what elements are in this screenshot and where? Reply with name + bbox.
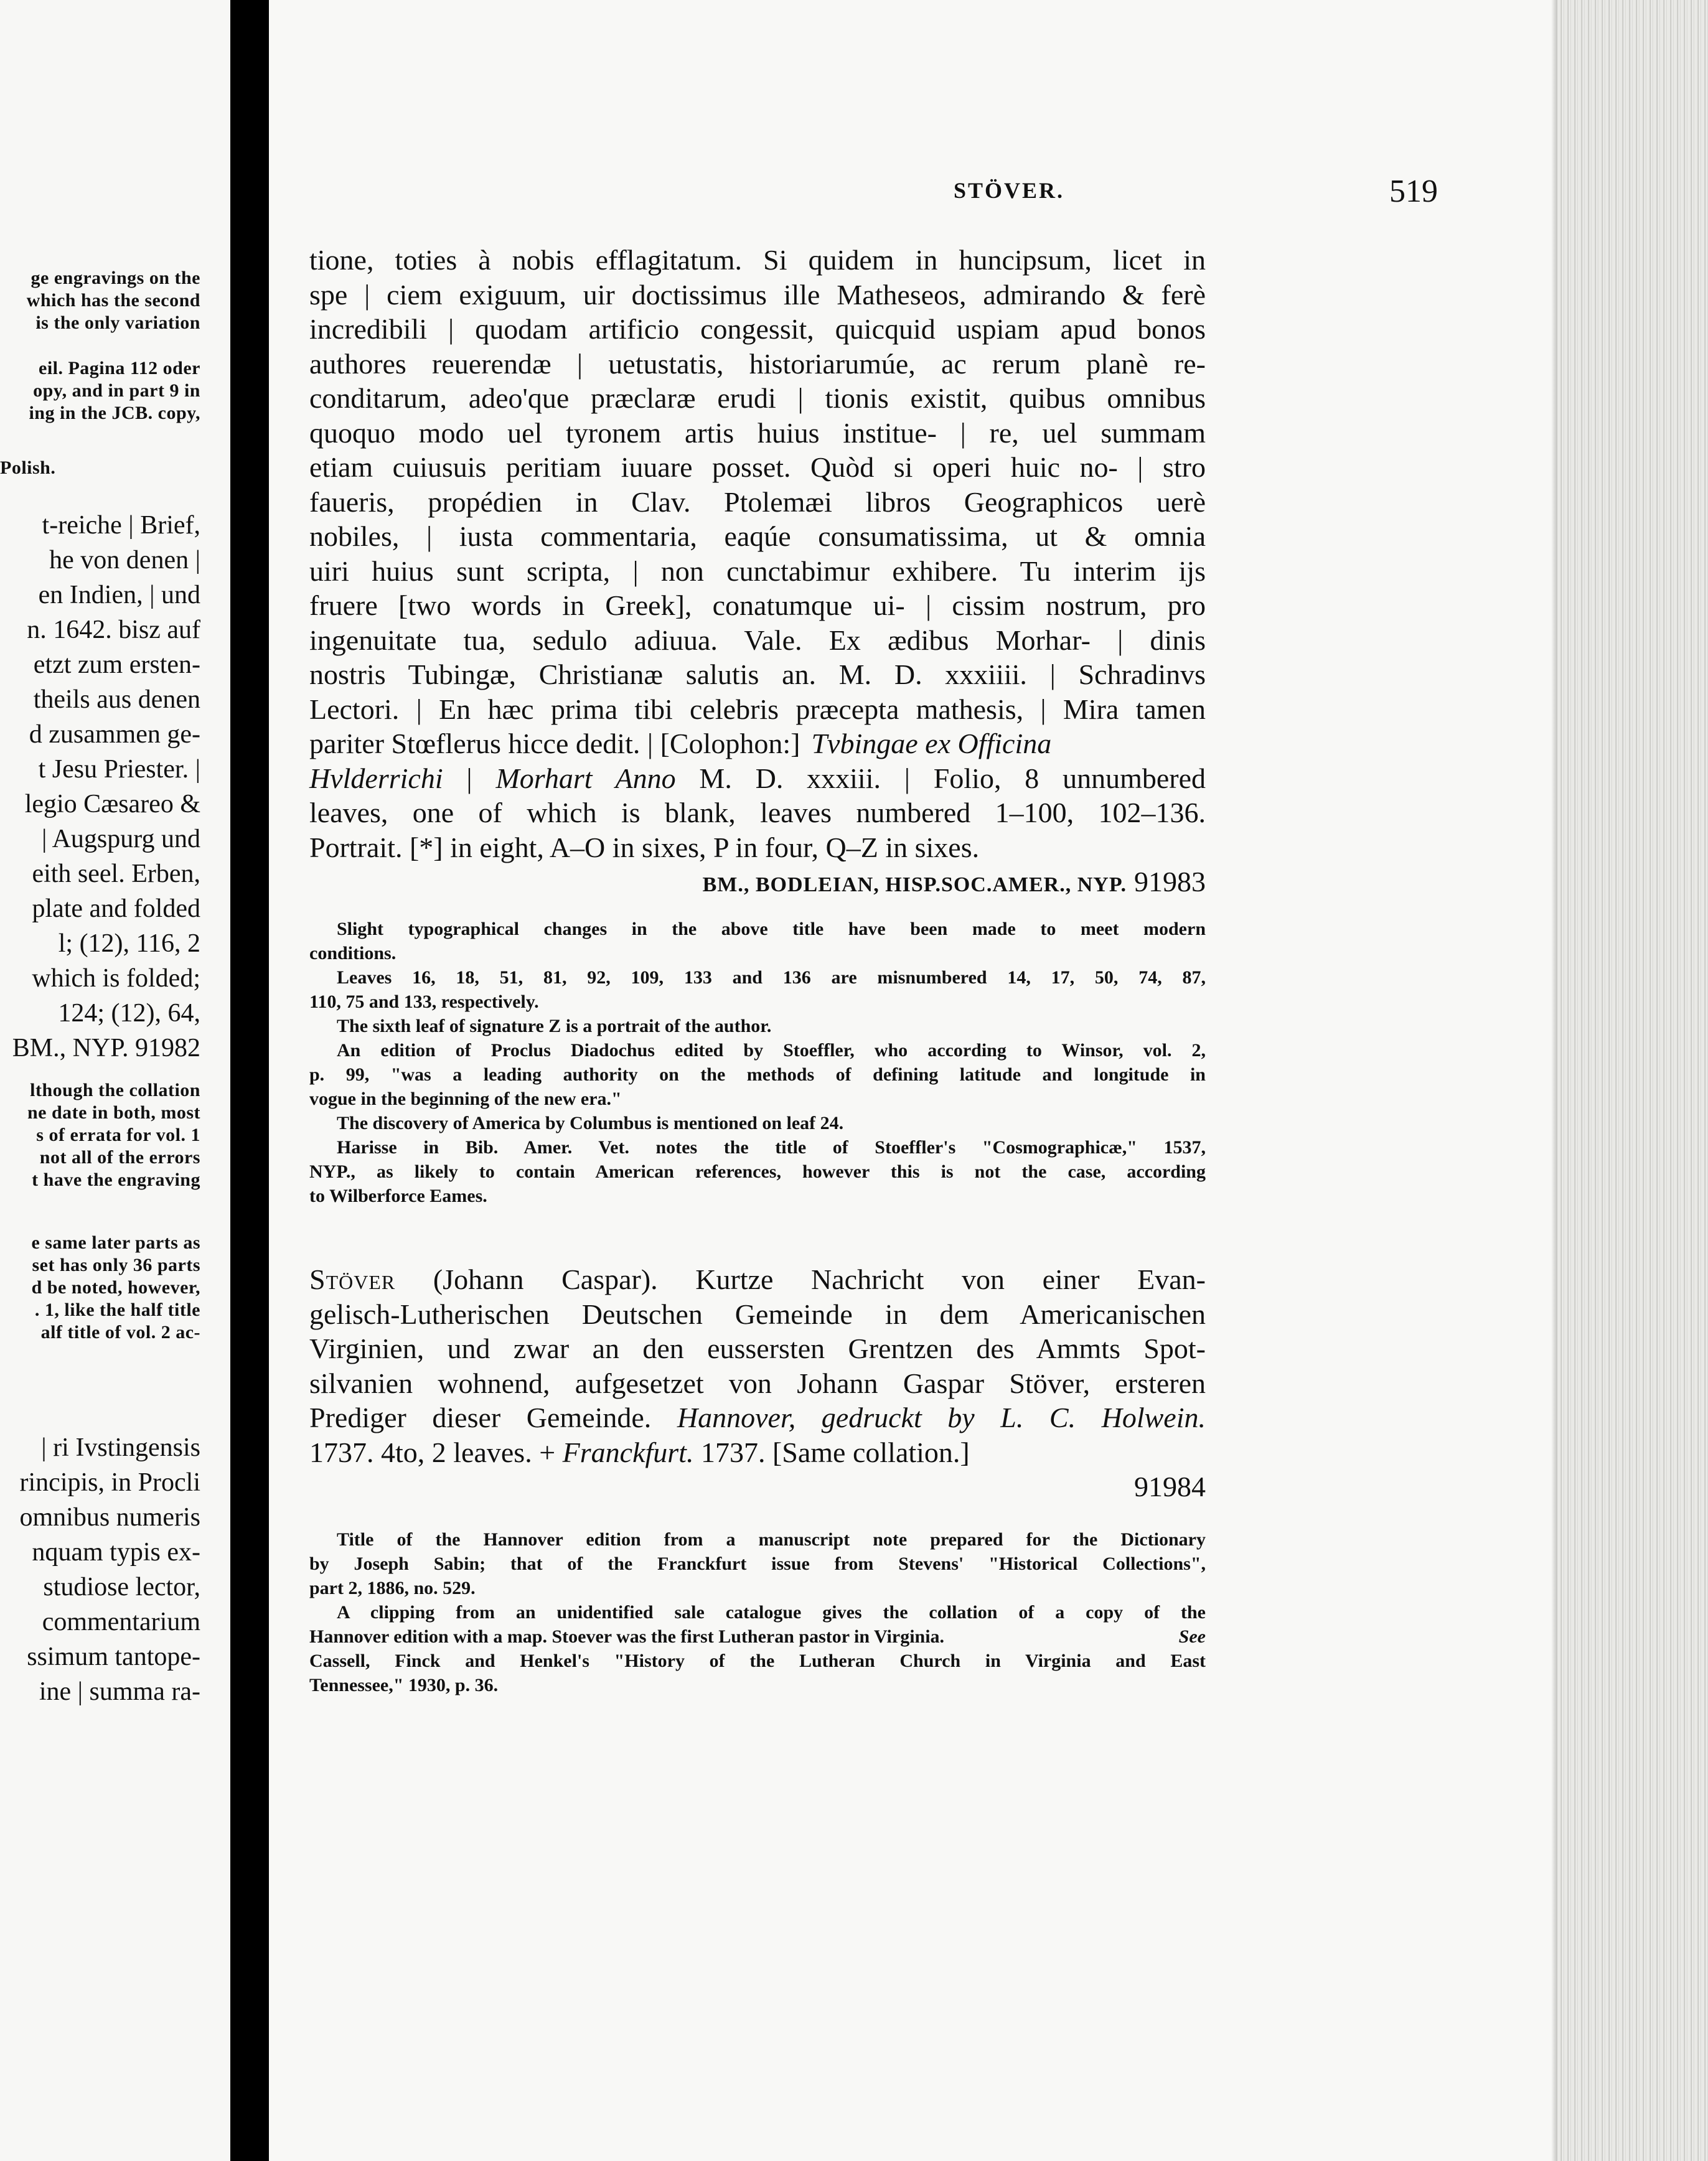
note-line: Title of the Hannover edition from a manuscript note prepared for the Dictionary — [337, 1529, 1206, 1550]
entry-body-line: spe | ciem exiguum, uir doctissimus ille Matheseos, admirando & ferè — [309, 278, 1206, 311]
separator: | — [443, 762, 496, 794]
book-page-edges — [1557, 0, 1708, 2161]
entry-91984-notes — [309, 1527, 1206, 1697]
entry-title-line: gelisch-Lutherischen Deutschen Gemeinde in dem Americanischen — [309, 1298, 1206, 1330]
note-line: Slight typographical changes in the above title have been made to meet modern — [337, 919, 1206, 939]
colophon-line — [309, 761, 1206, 796]
facing-page-line: not all of the errors — [39, 1147, 200, 1168]
note-line: The discovery of America by Columbus is mentioned on leaf 24. — [337, 1113, 844, 1133]
facing-page-line: plate and folded — [32, 894, 200, 923]
note-line: Harisse in Bib. Amer. Vet. notes the title of Stoeffler's "Cosmographicæ," 1537, — [337, 1137, 1206, 1158]
entry-body-line: authores reuerendæ | uetustatis, historiarumúe, ac rerum planè re- — [309, 347, 1206, 380]
note-line: 110, 75 and 133, respectively. — [309, 991, 539, 1012]
facing-page-line: theils aus denen — [33, 685, 200, 714]
collation-text: Portrait. [*] in eight, A–O in sixes, P in four, Q–Z in sixes. — [309, 831, 980, 863]
entry-body-line: incredibili | quodam artificio congessit, quicquid uspiam apud bonos — [309, 313, 1206, 345]
facing-page-line: t have the engraving — [32, 1170, 200, 1190]
facing-page-line: Polish. — [0, 457, 56, 478]
entry-locations-line — [309, 865, 1206, 902]
facing-page-line: rincipis, in Procli — [19, 1468, 200, 1497]
note-line: The sixth leaf of signature Z is a portrait of the author. — [337, 1016, 772, 1036]
entry-body-line: quoquo modo uel tyronem artis huius institue- | re, uel summam — [309, 416, 1206, 449]
facing-page-line: he von denen | — [49, 546, 200, 574]
entry-body-line: Lectori. | En hæc prima tibi celebris præcepta mathesis, | Mira tamen — [309, 693, 1206, 725]
facing-page-line: ine | summa ra- — [39, 1677, 200, 1706]
facing-page-line: is the only variation — [35, 312, 200, 333]
collation-text: M. D. xxxiii. | Folio, 8 unnumbered — [675, 762, 1206, 794]
collation-note: 1737. [Same collation.] — [693, 1436, 970, 1468]
facing-page-line: omnibus numeris — [19, 1503, 200, 1532]
facing-page-line: etzt zum ersten- — [33, 650, 200, 679]
facing-page-line: eith seel. Erben, — [32, 860, 200, 888]
facing-page-line: ne date in both, most — [27, 1102, 200, 1123]
entry-number: 91984 — [1134, 1471, 1206, 1502]
note-paragraph — [309, 1527, 1206, 1600]
facing-page-line: ge engravings on the — [30, 268, 200, 288]
facing-page-line: e same later parts as — [31, 1232, 200, 1253]
facing-page-line: en Indien, | und — [38, 581, 200, 609]
facing-page-line: opy, and in part 9 in — [33, 380, 200, 401]
note-line: by Joseph Sabin; that of the Franckfurt issue from Stevens' "Historical Collections", — [309, 1554, 1206, 1574]
facing-page-line: which is folded; — [32, 964, 200, 993]
colophon-date: Morhart Anno — [495, 762, 676, 794]
facing-page-line: t-reiche | Brief, — [42, 511, 200, 540]
book-page — [269, 0, 1557, 2161]
colophon-printer: Hvlderrichi — [309, 762, 443, 794]
entry-body-line: nostris Tubingæ, Christianæ salutis an. M. D. xxxiiii. | Schradinvs — [309, 659, 1206, 690]
facing-page-line: l; (12), 116, 2 — [58, 929, 200, 958]
entry-body-line: uiri huius sunt scripta, | non cunctabimur exhibere. Tu interim ijs — [309, 555, 1206, 587]
note-line: A clipping from an unidentified sale catalogue gives the collation of a copy of the — [337, 1602, 1206, 1623]
facing-page-line: nquam typis ex- — [32, 1538, 200, 1567]
facing-page-line: ssimum tantope- — [27, 1643, 200, 1671]
facing-page-line: set has only 36 parts — [32, 1255, 200, 1275]
collation-text: leaves, one of which is blank, leaves numbered 1–100, 102–136. — [309, 797, 1206, 828]
note-line: An edition of Proclus Diadochus edited by Stoeffler, who according to Winsor, vol. 2, — [337, 1040, 1206, 1061]
entry-locations: BM., BODLEIAN, HISP.SOC.AMER., NYP. — [702, 873, 1127, 896]
entry-body-line: etiam cuiusuis peritiam iuuare posset. Quòd si operi huic no- | stro — [309, 451, 1206, 483]
note-paragraph — [309, 1600, 1206, 1697]
entry-title-line: (Johann Caspar). Kurtze Nachricht von einer Evan- — [395, 1263, 1206, 1295]
note-line: to Wilberforce Eames. — [309, 1186, 487, 1206]
imprint-hannover: Hannover, gedruckt by L. C. Holwein. — [677, 1402, 1206, 1433]
note-line: Cassell, Finck and Henkel's "History of the Lutheran Church in Virginia and East — [309, 1651, 1206, 1671]
facing-page-left — [0, 0, 230, 2161]
facing-page-line: | Augspurg und — [42, 825, 200, 853]
facing-page-line: ing in the JCB. copy, — [29, 403, 200, 423]
note-line: part 2, 1886, no. 529. — [309, 1578, 476, 1598]
entry-91983-notes — [309, 917, 1206, 1208]
facing-page-line: studiose lector, — [43, 1573, 200, 1601]
facing-page-line: lthough the collation — [30, 1080, 200, 1100]
note-paragraph — [309, 1038, 1206, 1111]
note-paragraph — [309, 917, 1206, 965]
colophon-imprint: Tvbingae ex Officina — [811, 728, 1052, 759]
facing-page-line: BM., NYP. 91982 — [12, 1034, 200, 1062]
facing-page-line: d zusammen ge- — [29, 720, 200, 749]
entry-91984 — [309, 1262, 1206, 1504]
note-paragraph — [309, 965, 1206, 1014]
note-line: conditions. — [309, 943, 396, 963]
note-line: p. 99, "was a leading authority on the methods of defining latitude and longitude in — [309, 1064, 1206, 1085]
entry-body-line: nobiles, | iusta commentaria, eaqúe consumatissima, ut & omnia — [309, 520, 1206, 552]
facing-page-line: n. 1642. bisz auf — [27, 616, 200, 644]
facing-page-line: s of errata for vol. 1 — [36, 1125, 200, 1145]
entry-body-line: fruere [two words in Greek], conatumque ui- | cissim nostrum, pro — [309, 589, 1206, 621]
facing-page-line: alf title of vol. 2 ac- — [40, 1322, 200, 1343]
entry-body-line: pariter Stœflerus hicce dedit. | [Colophon:] — [309, 728, 800, 759]
entry-body-line: conditarum, adeo'que præclaræ erudi | tionis existit, quibus omnibus — [309, 382, 1206, 414]
entry-title-line: Virginien, und zwar an den eussersten Grentzen des Ammts Spot- — [309, 1333, 1206, 1364]
note-line: Hannover edition with a map. Stoever was the first Lutheran pastor in Virginia. — [309, 1626, 945, 1647]
page-number: 519 — [1389, 174, 1438, 209]
entry-body-line: tione, toties à nobis efflagitatum. Si quidem in huncipsum, licet in — [309, 244, 1206, 276]
note-line: vogue in the beginning of the new era." — [309, 1089, 622, 1109]
entry-author-name: Stöver — [309, 1263, 396, 1295]
note-line: Tennessee," 1930, p. 36. — [309, 1675, 499, 1695]
note-paragraph — [309, 1111, 1206, 1135]
facing-page-line: t Jesu Priester. | — [38, 755, 200, 784]
imprint-franckfurt: Franckfurt. — [562, 1436, 694, 1468]
entry-body-line: ingenuitate tua, sedulo adiuua. Vale. Ex ædibus Morhar- | dinis — [309, 624, 1206, 656]
facing-page-line: which has the second — [26, 290, 200, 311]
facing-page-line: 124; (12), 64, — [58, 999, 200, 1028]
facing-page-line: | ri Ivstingensis — [41, 1433, 200, 1462]
facing-page-line: d be noted, however, — [31, 1277, 200, 1298]
note-line: NYP., as likely to contain American references, however this is not the case, according — [309, 1161, 1206, 1182]
entry-title-line: silvanien wohnend, aufgesetzet von Johann Gaspar Stöver, ersteren — [309, 1367, 1206, 1399]
note-line: Leaves 16, 18, 51, 81, 92, 109, 133 and 136 are misnumbered 14, 17, 50, 74, 87, — [337, 967, 1206, 988]
entry-body-line: faueris, propédien in Clav. Ptolemæi libros Geographicos uerè — [309, 485, 1206, 518]
note-paragraph — [309, 1014, 1206, 1038]
facing-page-line: commentarium — [42, 1608, 200, 1636]
facing-page-line: eil. Pagina 112 oder — [39, 358, 200, 378]
entry-number: 91983 — [1134, 866, 1206, 898]
running-head: STÖVER. — [954, 178, 1065, 203]
imprint-date: 1737. 4to, 2 leaves. + — [309, 1436, 563, 1468]
entry-title-line: Prediger dieser Gemeinde. — [309, 1402, 677, 1433]
note-paragraph — [309, 1135, 1206, 1208]
facing-page-line: . 1, like the half title — [34, 1300, 200, 1320]
entry-91983-title-transcription — [309, 243, 1206, 902]
facing-page-line: legio Cæsareo & — [24, 790, 200, 818]
note-line: See — [1178, 1626, 1206, 1647]
